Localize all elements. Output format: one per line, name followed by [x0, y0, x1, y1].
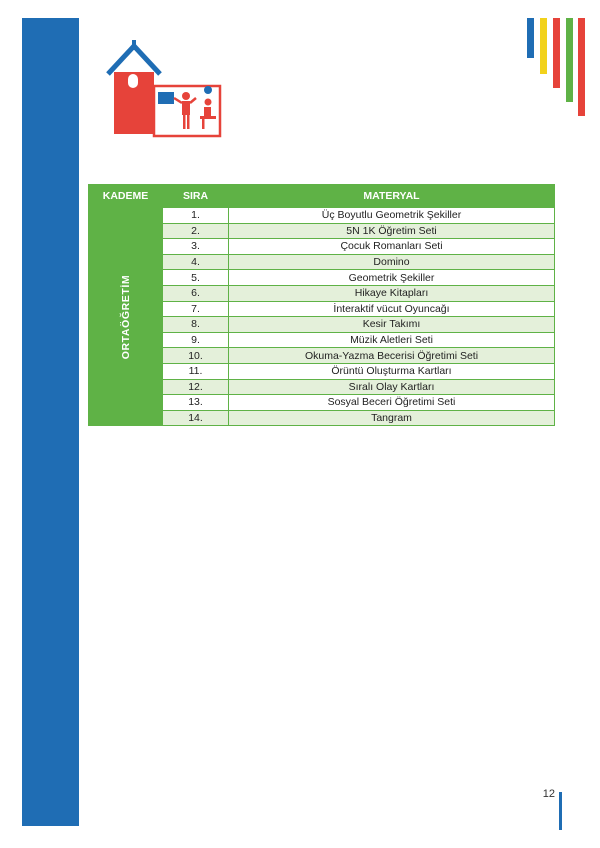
sira-cell: 14. [163, 410, 229, 426]
materyal-cell: Domino [229, 254, 555, 270]
sira-cell: 3. [163, 239, 229, 255]
table-row [89, 208, 555, 224]
stripe-blue [527, 18, 534, 58]
page-number-line [559, 792, 562, 830]
stripe-green [566, 18, 573, 102]
table-header-row [89, 185, 555, 208]
sira-cell: 11. [163, 363, 229, 379]
materyal-cell: Müzik Aletleri Seti [229, 332, 555, 348]
kademe-cell [89, 208, 163, 426]
materials-table [88, 184, 554, 426]
materyal-cell: Hikaye Kitapları [229, 285, 555, 301]
sira-cell: 1. [163, 208, 229, 224]
sira-cell: 5. [163, 270, 229, 286]
side-bar [22, 18, 79, 826]
materyal-cell: Okuma-Yazma Becerisi Öğretimi Seti [229, 348, 555, 364]
sira-cell: 8. [163, 317, 229, 333]
page-number: 12 [542, 788, 555, 800]
header-materyal: MATERYAL [229, 185, 555, 208]
sira-cell: 7. [163, 301, 229, 317]
sira-cell: 12. [163, 379, 229, 395]
sira-cell: 2. [163, 223, 229, 239]
sira-cell: 4. [163, 254, 229, 270]
header-kademe: KADEME [89, 185, 163, 208]
materyal-cell: Kesir Takımı [229, 317, 555, 333]
sira-cell: 6. [163, 285, 229, 301]
stripe-red-2 [578, 18, 585, 116]
stripe-yellow [540, 18, 547, 74]
materyal-cell: Sosyal Beceri Öğretimi Seti [229, 395, 555, 411]
materyal-cell: 5N 1K Öğretim Seti [229, 223, 555, 239]
stripe-red [553, 18, 560, 88]
materyal-cell: Geometrik Şekiller [229, 270, 555, 286]
materyal-cell: Üç Boyutlu Geometrik Şekiller [229, 208, 555, 224]
school-classroom-icon [104, 40, 222, 140]
sira-cell: 10. [163, 348, 229, 364]
color-stripes [527, 18, 587, 118]
kademe-label: ORTAÖĞRETİM [119, 274, 132, 359]
materyal-cell: Örüntü Oluşturma Kartları [229, 363, 555, 379]
materyal-cell: Çocuk Romanları Seti [229, 239, 555, 255]
materyal-cell: Sıralı Olay Kartları [229, 379, 555, 395]
materyal-cell: İnteraktif vücut Oyuncağı [229, 301, 555, 317]
materyal-cell: Tangram [229, 410, 555, 426]
header-sira: SIRA [163, 185, 229, 208]
sira-cell: 13. [163, 395, 229, 411]
sira-cell: 9. [163, 332, 229, 348]
